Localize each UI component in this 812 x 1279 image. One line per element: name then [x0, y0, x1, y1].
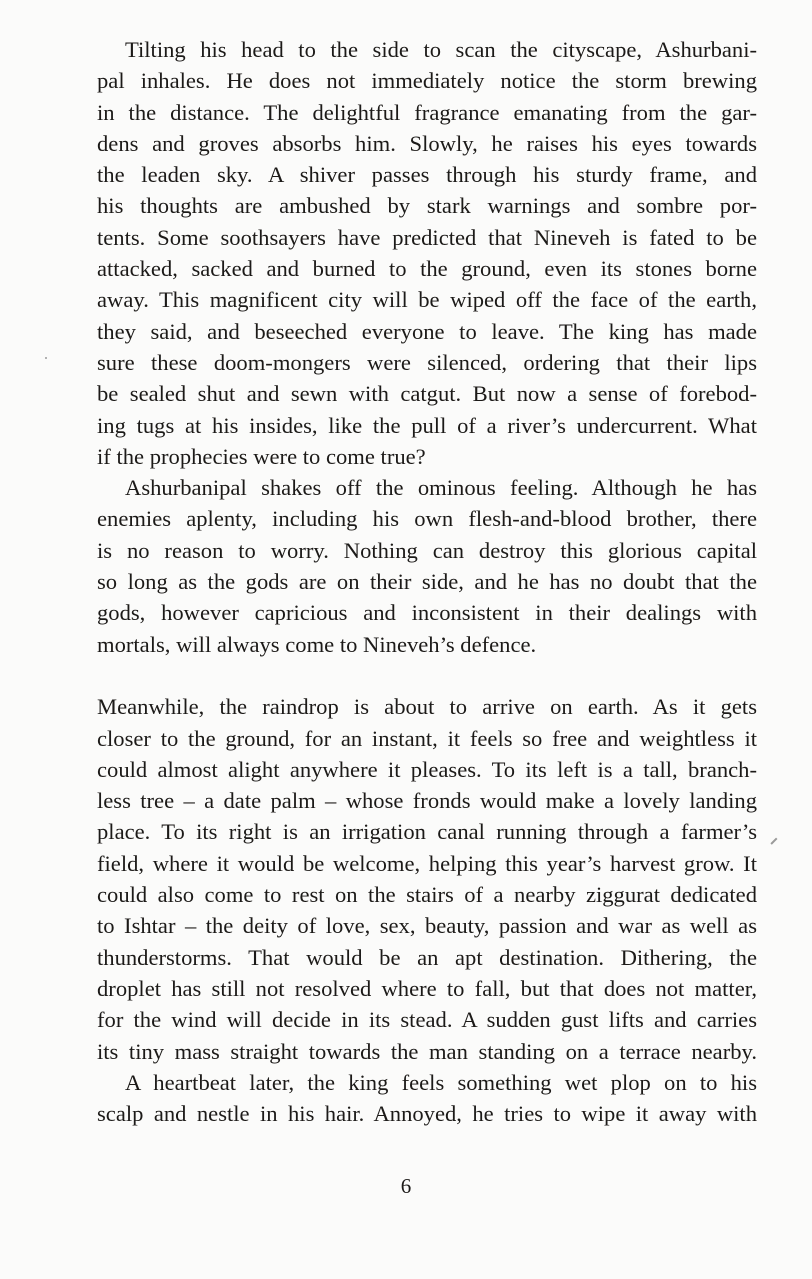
book-page-text — [97, 34, 757, 1129]
text-line: they said, and beseeched everyone to leave. The king has made — [97, 318, 757, 344]
text-line: place. To its right is an irrigation canal running through a farmer’s — [97, 819, 757, 845]
text-line: Meanwhile, the raindrop is about to arrive on earth. As it gets — [97, 694, 757, 720]
text-line: attacked, sacked and burned to the ground, even its stones borne — [97, 256, 757, 282]
text-line: Tilting his head to the side to scan the cityscape, Ashurbani- — [125, 37, 757, 62]
text-line: could also come to rest on the stairs of a nearby ziggurat dedicated — [97, 882, 757, 908]
text-line: if the prophecies were to come true? — [97, 443, 426, 469]
text-line: away. This magnificent city will be wiped off the face of the earth, — [97, 287, 757, 313]
text-line: enemies aplenty, including his own flesh-and-blood brother, there — [97, 506, 757, 532]
text-line: so long as the gods are on their side, and he has no doubt that the — [97, 569, 757, 595]
text-line: thunderstorms. That would be an apt destination. Dithering, the — [97, 944, 757, 970]
text-line: field, where it would be welcome, helping this year’s harvest grow. It — [97, 850, 757, 876]
text-line: for the wind will decide in its stead. A sudden gust lifts and carries — [97, 1007, 757, 1033]
text-line: sure these doom-mongers were silenced, ordering that their lips — [97, 349, 757, 375]
text-line: be sealed shut and sewn with catgut. But now a sense of forebod- — [97, 381, 757, 407]
text-line: droplet has still not resolved where to fall, but that does not matter, — [97, 975, 757, 1001]
text-line: closer to the ground, for an instant, it feels so free and weightless it — [97, 725, 757, 751]
text-line: mortals, will always come to Nineveh’s defence. — [97, 631, 537, 657]
text-line: dens and groves absorbs him. Slowly, he raises his eyes towards — [97, 130, 757, 156]
page-number: 6 — [400, 1174, 412, 1198]
text-line: gods, however capricious and inconsistent in their dealings with — [97, 600, 757, 626]
text-line: the leaden sky. A shiver passes through his sturdy frame, and — [97, 162, 757, 188]
text-line: in the distance. The delightful fragrance emanating from the gar- — [97, 99, 757, 125]
text-line: could almost alight anywhere it pleases. To its left is a tall, branch- — [97, 756, 757, 782]
scan-speck-mark — [45, 357, 47, 359]
text-line: its tiny mass straight towards the man standing on a terrace nearby. — [97, 1038, 757, 1064]
text-line: Ashurbanipal shakes off the ominous feeling. Although he has — [125, 475, 757, 501]
section-break — [97, 660, 757, 691]
paragraph-4 — [97, 1067, 757, 1130]
paragraph-2 — [97, 472, 757, 660]
text-line: A heartbeat later, the king feels something wet plop on to his — [125, 1069, 757, 1095]
text-line: scalp and nestle in his hair. Annoyed, he tries to wipe it away with — [97, 1101, 757, 1127]
text-line: to Ishtar – the deity of love, sex, beauty, passion and war as well as — [97, 913, 757, 939]
text-line: pal inhales. He does not immediately notice the storm brewing — [97, 68, 757, 94]
text-line: tents. Some soothsayers have predicted that Nineveh is fated to be — [97, 224, 757, 250]
text-line: is no reason to worry. Nothing can destroy this glorious capital — [97, 537, 757, 563]
scan-pencil-mark — [770, 838, 777, 845]
paragraph-1 — [97, 34, 757, 472]
text-line: his thoughts are ambushed by stark warnings and sombre por- — [97, 193, 757, 219]
text-line: ing tugs at his insides, like the pull of a river’s undercurrent. What — [97, 412, 757, 438]
text-line: less tree – a date palm – whose fronds would make a lovely landing — [97, 788, 757, 814]
paragraph-3 — [97, 691, 757, 1067]
